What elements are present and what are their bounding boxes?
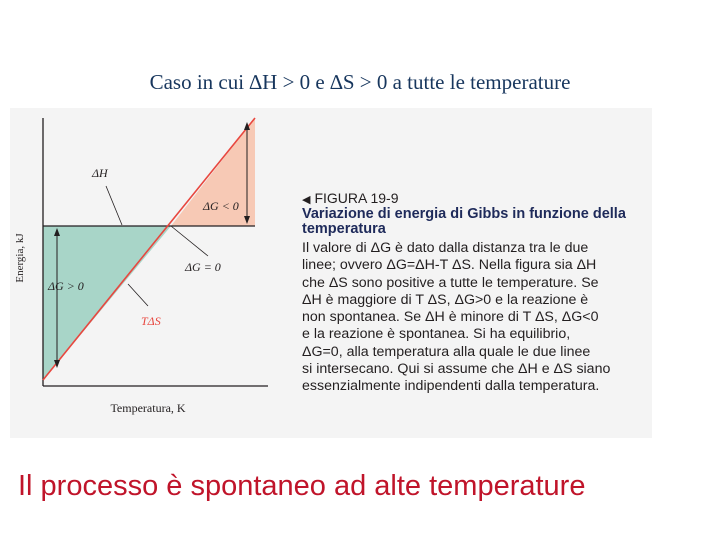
tds-leader-line [128, 284, 148, 306]
body-line: ΔG=0, alla temperatura alla quale le due linee [302, 343, 591, 360]
figure-body [302, 240, 652, 396]
dh-leader-line [106, 186, 122, 225]
body-line: e la reazione è spontanea. Si ha equilibrio, [302, 326, 571, 343]
x-axis-label: Temperatura, K [110, 401, 186, 415]
dg-zero-label: ΔG = 0 [185, 260, 221, 274]
figure-caption [302, 190, 652, 396]
figure-panel [10, 108, 652, 438]
triangle-left-icon: ◀ [302, 194, 311, 206]
figure-heading: Variazione di energia di Gibbs in funzione della temperatura [302, 206, 626, 237]
figure-label [302, 190, 652, 206]
slide-title: Caso in cui ∆H > 0 e ∆S > 0 a tutte le temperature [149, 70, 571, 94]
body-line: Il valore di ΔG è dato dalla distanza tra le due [302, 240, 589, 256]
body-line: che ΔS sono positive a tutte le temperature. Se [302, 274, 599, 291]
dg-zero-leader-line [171, 226, 208, 256]
gibbs-energy-diagram [10, 108, 290, 438]
bottom-caption: Il processo è spontaneo ad alte temperature [18, 470, 586, 502]
body-line: essenzialmente indipendenti dalla temperatura. [302, 378, 600, 395]
body-line: si intersecano. Qui si assume che ΔH e ΔS siano [302, 361, 611, 378]
body-line: non spontanea. Se ΔH è minore di T ΔS, ΔG<0 [302, 309, 599, 326]
dh-label: ΔH [92, 166, 108, 180]
figure-number: FIGURA 19-9 [314, 190, 399, 206]
body-line: ΔH è maggiore di T ΔS, ΔG>0 e la reazione è [302, 291, 589, 308]
dg-positive-label: ΔG > 0 [48, 279, 84, 293]
body-line: linee; ovvero ΔG=ΔH-T ΔS. Nella figura sia ΔH [302, 257, 597, 274]
dg-negative-label: ΔG < 0 [203, 199, 239, 213]
tds-label: TΔS [141, 314, 161, 328]
y-axis-label: Energia, kJ [14, 233, 26, 283]
